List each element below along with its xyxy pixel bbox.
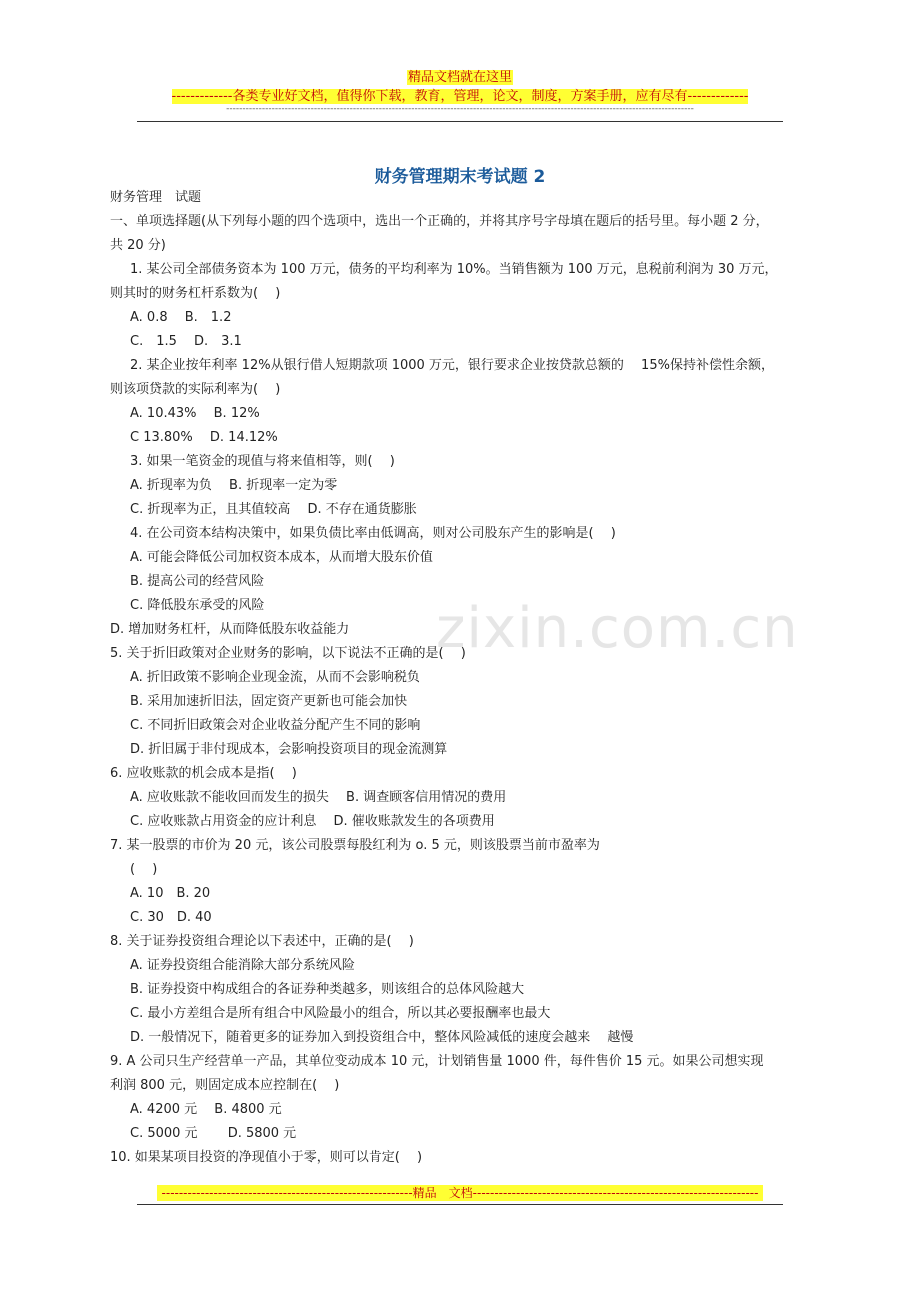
footer-banner: ----------------------------------------------------------精品 文档------------------------------------------------------------------ [157, 1185, 763, 1201]
text-line: C 13.80% D. 14.12% [130, 430, 278, 445]
text-line: 3. 如果一笔资金的现值与将来值相等，则( ) [130, 454, 395, 469]
text-line: C. 最小方差组合是所有组合中风险最小的组合，所以其必要报酬率也最大 [130, 1006, 551, 1021]
text-line: C. 1.5 D. 3.1 [130, 334, 242, 349]
text-line: D. 折旧属于非付现成本，会影响投资项目的现金流测算 [130, 742, 448, 757]
text-line: 财务管理 试题 [110, 190, 202, 205]
text-line: 6. 应收账款的机会成本是指( ) [110, 766, 297, 781]
text-line: 2. 某企业按年利率 12%从银行借人短期款项 1000 万元，银行要求企业按贷款总额的 15%保持补偿性余额， [130, 358, 774, 373]
text-line: C. 5000 元 D. 5800 元 [130, 1126, 297, 1141]
text-line: 则其时的财务杠杆系数为( ) [110, 286, 281, 301]
text-line: B. 采用加速折旧法，固定资产更新也可能会加快 [130, 694, 408, 709]
text-line: 10. 如果某项目投资的净现值小于零，则可以肯定( ) [110, 1150, 423, 1165]
header-rule [137, 121, 783, 122]
text-line: C. 降低股东承受的风险 [130, 598, 265, 613]
document-title: 财务管理期末考试题 2 [374, 167, 546, 187]
text-line: D. 增加财务杠杆，从而降低股东收益能力 [110, 622, 350, 637]
text-line: 1. 某公司全部债务资本为 100 万元，债务的平均利率为 10%。当销售额为 100 万元，息税前利润为 30 万元， [130, 262, 778, 277]
text-line: B. 提高公司的经营风险 [130, 574, 265, 589]
text-line: A. 应收账款不能收回而发生的损失 B. 调查顾客信用情况的费用 [130, 790, 507, 805]
text-line: A. 10.43% B. 12% [130, 406, 260, 421]
text-line: 5. 关于折旧政策对企业财务的影响，以下说法不正确的是( ) [110, 646, 466, 661]
watermark: zixin.com.cn [436, 596, 799, 661]
text-line: 则该项贷款的实际利率为( ) [110, 382, 281, 397]
header-title: 精品文档就在这里 [407, 70, 512, 85]
text-line: C. 30 D. 40 [130, 910, 212, 925]
footer-rule [137, 1204, 783, 1205]
text-line: 7. 某一股票的市价为 20 元，该公司股票每股红利为 o. 5 元，则该股票当前市盈率为 [110, 838, 600, 853]
text-line: A. 10 B. 20 [130, 886, 211, 901]
text-line: A. 4200 元 B. 4800 元 [130, 1102, 282, 1117]
header-dash-line: ------------------------------------------------------------------------------------------------------------------------------------------------ [226, 104, 694, 114]
text-line: ( ) [130, 862, 158, 877]
text-line: 8. 关于证券投资组合理论以下表述中，正确的是( ) [110, 934, 414, 949]
text-line: B. 证券投资中构成组合的各证券种类越多，则该组合的总体风险越大 [130, 982, 525, 997]
text-line: 9. A 公司只生产经营单一产品，其单位变动成本 10 元，计划销售量 1000 件，每件售价 15 元。如果公司想实现 [110, 1054, 764, 1069]
text-line: C. 应收账款占用资金的应计利息 D. 催收账款发生的各项费用 [130, 814, 495, 829]
text-line: A. 折旧政策不影响企业现金流，从而不会影响税负 [130, 670, 420, 685]
text-line: 4. 在公司资本结构决策中，如果负债比率由低调高，则对公司股东产生的影响是( ) [130, 526, 616, 541]
text-line: 共 20 分) [110, 238, 166, 253]
text-line: 利润 800 元，则固定成本应控制在( ) [110, 1078, 340, 1093]
text-line: D. 一般情况下，随着更多的证券加入到投资组合中，整体风险减低的速度会越来 越慢 [130, 1030, 634, 1045]
text-line: A. 可能会降低公司加权资本成本，从而增大股东价值 [130, 550, 433, 565]
text-line: C. 折现率为正，且其值较高 D. 不存在通货膨胀 [130, 502, 417, 517]
text-line: A. 折现率为负 B. 折现率一定为零 [130, 478, 338, 493]
header-slogan: -------------各类专业好文档，值得你下载，教育，管理，论文，制度，方案手册，应有尽有------------- [171, 89, 749, 104]
text-line: A. 0.8 B. 1.2 [130, 310, 232, 325]
text-line: C. 不同折旧政策会对企业收益分配产生不同的影响 [130, 718, 421, 733]
text-line: 一、单项选择题(从下列每小题的四个选项中，选出一个正确的，并将其序号字母填在题后的括号里。每小题 2 分， [110, 214, 769, 229]
text-line: A. 证券投资组合能消除大部分系统风险 [130, 958, 355, 973]
